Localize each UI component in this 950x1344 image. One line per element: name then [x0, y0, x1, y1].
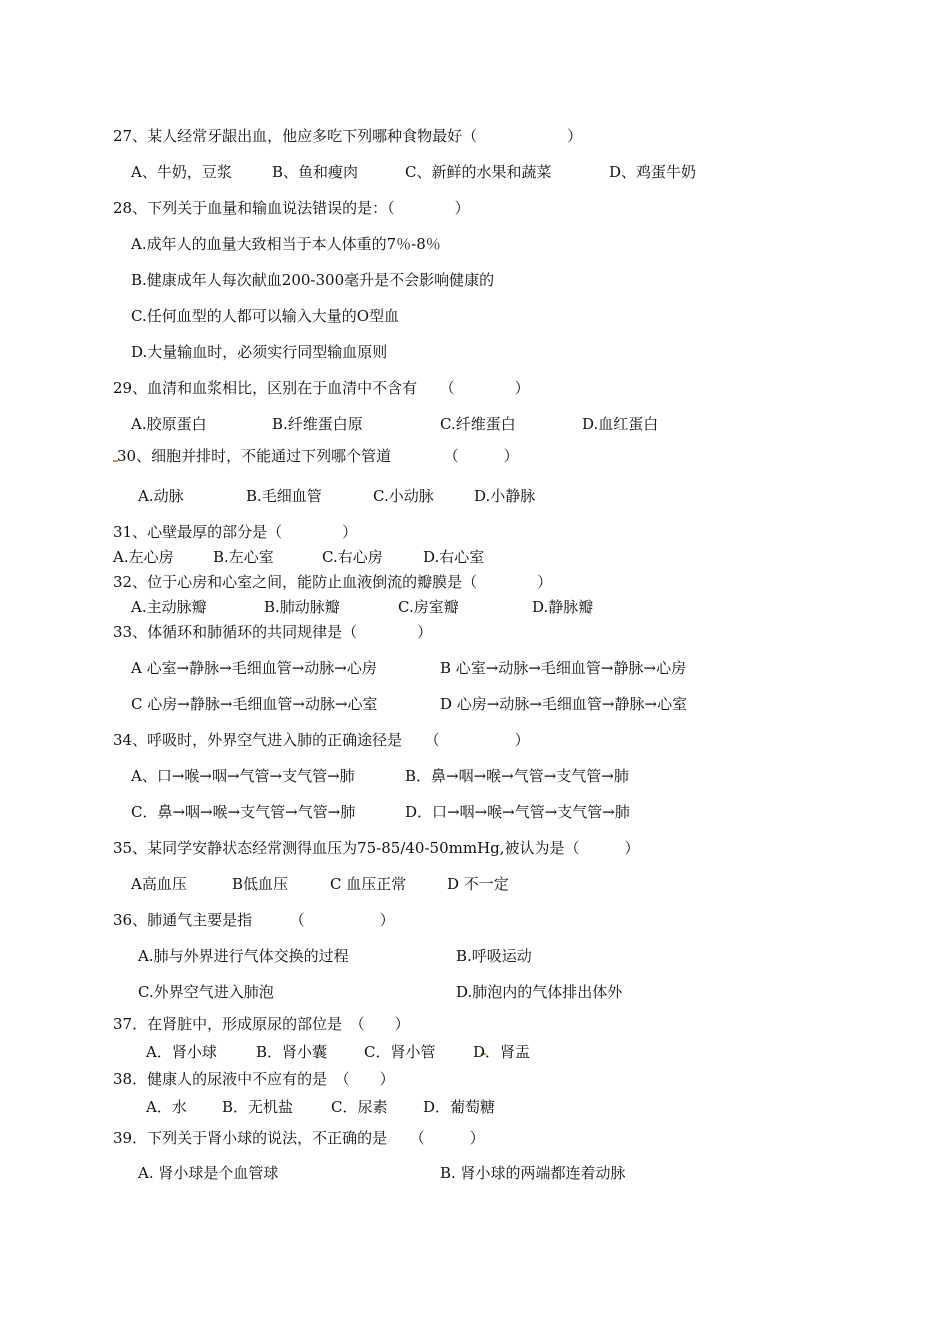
question-37-option-c: C．肾小管: [364, 1043, 436, 1061]
question-30-option-c: C.小动脉: [373, 487, 434, 505]
question-28-option-b: B.健康成年人每次献血200-300毫升是不会影响健康的: [131, 271, 495, 289]
question-36-option-d: D.肺泡内的气体排出体外: [456, 983, 623, 1001]
question-29-option-b: B.纤维蛋白原: [272, 415, 363, 433]
question-37-option-b: B．肾小囊: [256, 1043, 328, 1061]
question-28-option-c: C.任何血型的人都可以输入大量的O型血: [131, 307, 400, 325]
question-34-option-a: A、口→喉→咽→气管→支气管→肺: [131, 767, 355, 785]
question-28-stem: 28、下列关于血量和输血说法错误的是：（ ）: [113, 199, 470, 217]
question-29-option-a: A.胶原蛋白: [131, 415, 207, 433]
question-33-option-d: D 心房→动脉→毛细血管→静脉→心室: [440, 695, 688, 713]
question-32-option-d: D.静脉瓣: [532, 598, 594, 616]
question-31-option-d: D.右心室: [423, 548, 485, 566]
question-32-option-b: B.肺动脉瓣: [264, 598, 340, 616]
question-34-option-b: B．鼻→咽→喉→气管→支气管→肺: [405, 767, 629, 785]
question-35-option-a: A高血压: [131, 875, 187, 893]
question-30-stem: 30、细胞并排时，不能通过下列哪个管道 （ ）: [117, 447, 519, 465]
question-32-option-a: A.主动脉瓣: [131, 598, 207, 616]
question-32-stem: 32、位于心房和心室之间，能防止血液倒流的瓣膜是（ ）: [113, 573, 553, 591]
question-27-option-d: D、鸡蛋牛奶: [609, 163, 697, 181]
question-31-option-b: B.左心室: [213, 548, 274, 566]
question-37-option-a: A．肾小球: [146, 1043, 217, 1061]
question-34-option-d: D．口→咽→喉→气管→支气管→肺: [405, 803, 630, 821]
question-31-option-a: A.左心房: [113, 548, 174, 566]
question-38-option-a: A．水: [146, 1098, 187, 1116]
question-32-option-c: C.房室瓣: [398, 598, 459, 616]
question-30-option-b: B.毛细血管: [246, 487, 322, 505]
question-35-option-b: B低血压: [232, 875, 289, 893]
question-28-option-d: D.大量输血时，必须实行同型输血原则: [131, 343, 388, 361]
question-34-stem: 34、呼吸时，外界空气进入肺的正确途径是 （ ）: [113, 731, 530, 749]
question-29-stem: 29、血清和血浆相比，区别在于血清中不含有 （ ）: [113, 379, 530, 397]
question-27-option-b: B、鱼和瘦肉: [272, 163, 359, 181]
question-38-option-d: D．葡萄糖: [423, 1098, 496, 1116]
question-33-stem: 33、体循环和肺循环的共同规律是（ ）: [113, 623, 433, 641]
question-39-option-b: B. 肾小球的两端都连着动脉: [440, 1164, 626, 1182]
question-27-option-c: C、新鲜的水果和蔬菜: [405, 163, 552, 181]
question-28-option-a: A.成年人的血量大致相当于本人体重的7％-8％: [131, 235, 441, 253]
question-34-option-c: C．鼻→咽→喉→支气管→气管→肺: [131, 803, 356, 821]
question-36-option-b: B.呼吸运动: [456, 947, 532, 965]
question-36-option-a: A.肺与外界进行气体交换的过程: [138, 947, 349, 965]
question-29-option-d: D.血红蛋白: [582, 415, 659, 433]
question-31-stem: 31、心壁最厚的部分是（ ）: [113, 523, 358, 541]
question-39-stem: 39．下列关于肾小球的说法，不正确的是 （ ）: [113, 1129, 485, 1147]
question-33-option-c: C 心房→静脉→毛细血管→动脉→心室: [131, 695, 378, 713]
question-37-option-d: D．肾盂: [473, 1043, 531, 1061]
question-33-option-b: B 心室→动脉→毛细血管→静脉→心房: [440, 659, 687, 677]
question-33-option-a: A 心室→静脉→毛细血管→动脉→心房: [131, 659, 377, 677]
question-35-stem: 35、某同学安静状态经常测得血压为75-85/40-50mmHg,被认为是（ ）: [113, 839, 640, 857]
question-35-option-c: C 血压正常: [330, 875, 407, 893]
question-37-stem: 37．在肾脏中，形成原尿的部位是 （ ）: [113, 1015, 410, 1033]
question-30-option-a: A.动脉: [138, 487, 184, 505]
question-38-option-c: C．尿素: [331, 1098, 388, 1116]
question-35-option-d: D 不一定: [447, 875, 509, 893]
question-38-option-b: B．无机盐: [222, 1098, 294, 1116]
question-36-option-c: C.外界空气进入肺泡: [138, 983, 274, 1001]
question-38-stem: 38．健康人的尿液中不应有的是 （ ）: [113, 1070, 395, 1088]
question-27-stem: 27、某人经常牙龈出血，他应多吃下列哪种食物最好（ ）: [113, 127, 583, 145]
question-29-option-c: C.纤维蛋白: [440, 415, 516, 433]
question-27-option-a: A、牛奶，豆浆: [131, 163, 232, 181]
question-39-option-a: A. 肾小球是个血管球: [138, 1164, 279, 1182]
question-36-stem: 36、肺通气主要是指 （ ）: [113, 911, 395, 929]
question-31-option-c: C.右心房: [322, 548, 383, 566]
question-30-option-d: D.小静脉: [474, 487, 536, 505]
